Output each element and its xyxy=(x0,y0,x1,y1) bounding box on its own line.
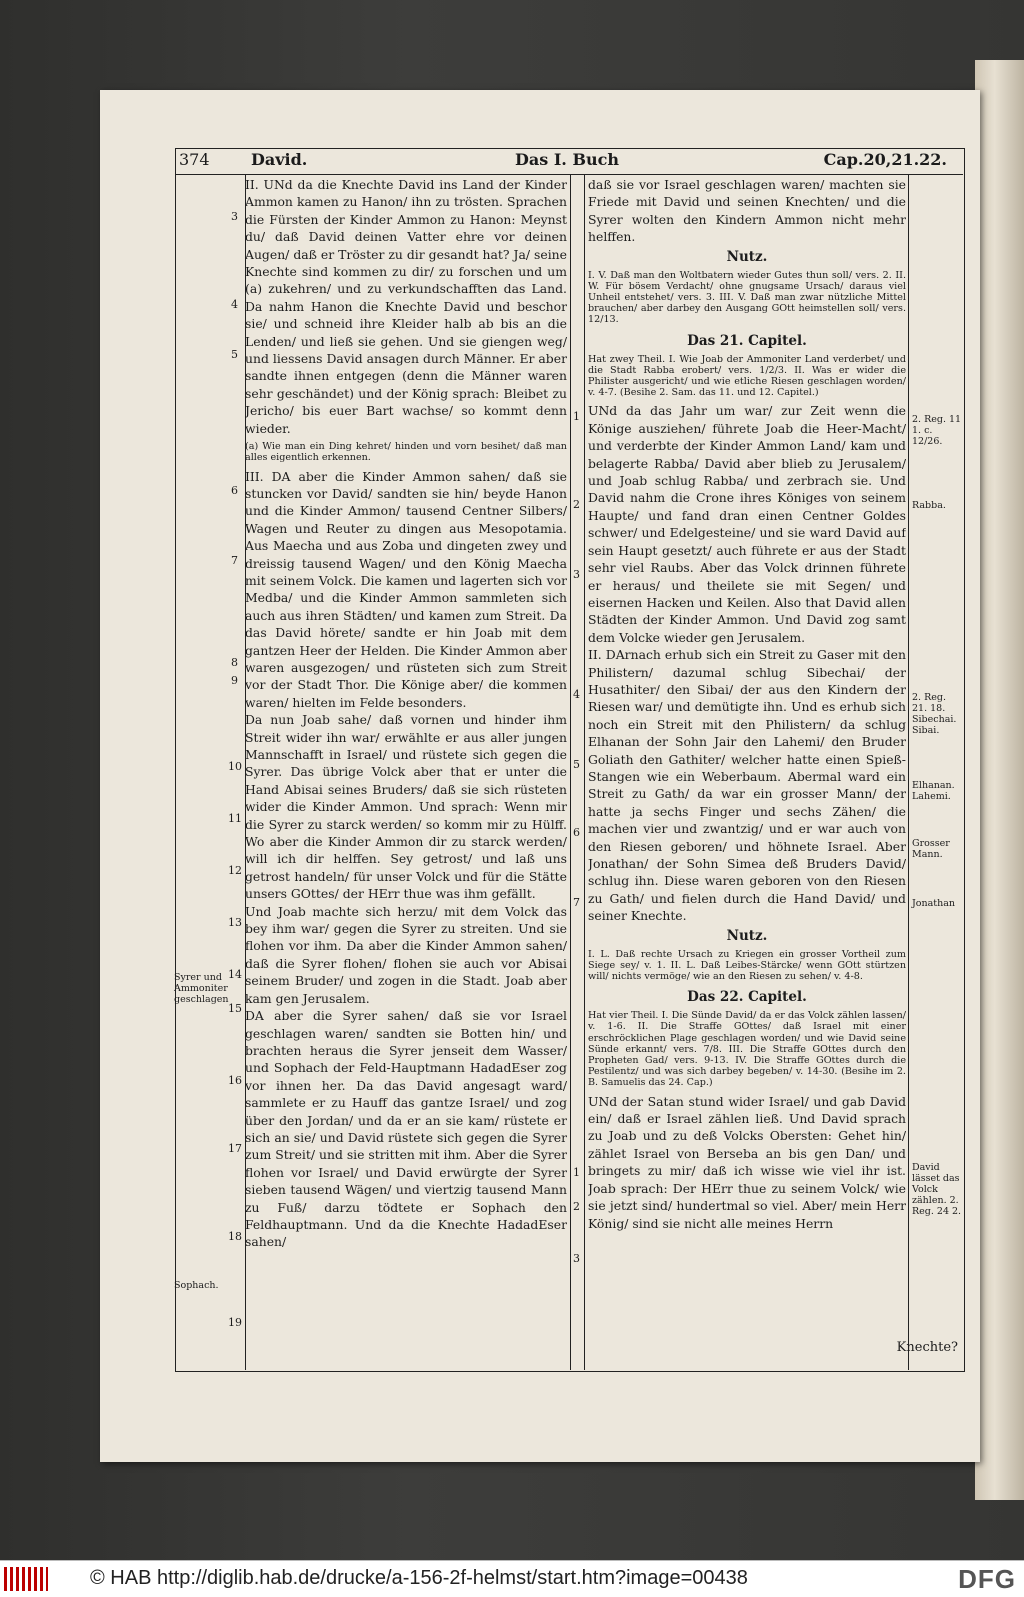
margin-note-right: David lässet das Volck zählen. 2. Reg. 24 2. xyxy=(912,1162,962,1217)
verse-number: 14 xyxy=(228,968,242,981)
chapter-summary: Hat vier Theil. I. Die Sünde David/ da er das Volck zählen lassen/ v. 1-6. II. Die Straffe GOttes/ daß Israel mit einer erschröcklichen Plage geschlagen worden/ und wie David seine Sünde erkannt/ vers. 7/8. III. Die Straffe GOttes durch den Propheten Gad/ vers. 9-13. IV. Die Straffe GOttes durch die Pestilentz/ und was sich darbey begeben/ v. 14-30. (Besihe im 2. B. Samuelis das 24. Cap.) xyxy=(588,1010,906,1089)
paragraph: daß sie vor Israel geschlagen waren/ machten sie Friede mit David und seinen Knechten/ und die Syrer wolten den Kindern Ammon nicht mehr helffen. xyxy=(588,177,906,245)
margin-note-right: Rabba. xyxy=(912,500,946,511)
verse-number: 9 xyxy=(231,674,238,687)
verse-number: 16 xyxy=(228,1074,242,1087)
paragraph: Und Joab machte sich herzu/ mit dem Volck das bey ihm war/ gegen die Syrer zu streiten. Und sie flohen vor ihm. Da aber die Kinder Ammon sahen/ daß die Syrer flohen/ flohen sie auch vor Abisai seinem Bruder/ und zogen in die Stadt. Joab aber kam gen Jerusalem. xyxy=(245,903,567,1006)
verse-number: 1 xyxy=(573,410,580,423)
margin-note-right: Grosser Mann. xyxy=(912,838,950,860)
paragraph: III. DA aber die Kinder Ammon sahen/ daß sie stuncken vor David/ sandten sie hin/ beyde Hanon und die Kinder Ammon/ tausend Centner Silbers/ Wagen und Reuter zu dingen aus Mesopotamia. Aus Maecha und aus Zoba und dingeten zwey und dreissig tausend Wagen/ und den König Maecha mit seinem Volck. Die kamen und lagerten sich vor Medba/ und die Kinder Ammon sammleten sich auch aus ihren Städten/ und kamen zum Streit. Da das David hörete/ sandte er hin Joab mit dem gantzen Heer der Helden. Die Kinder Ammon aber waren ausgezogen/ und rüsteten sich zum Streit vor der Stadt Thor. Die Könige aber/ die kommen waren/ hielten im Felde besonders. xyxy=(245,468,567,710)
barcode-icon xyxy=(4,1567,48,1591)
text-column-right xyxy=(588,176,906,1366)
rule-col-right-left xyxy=(584,174,585,1370)
running-header xyxy=(175,148,963,174)
verse-number: 17 xyxy=(228,1142,242,1155)
source-link[interactable]: © HAB http://diglib.hab.de/drucke/a-156-2f-helmst/start.htm?image=00438 xyxy=(90,1567,748,1589)
paragraph: Da nun Joab sahe/ daß vornen und hinder ihm Streit wider ihn war/ erwählte er aus aller jungen Mannschafft in Israel/ und rüstete sich gegen die Syrer. Das übrige Volck aber that er unter die Hand Abisai seines Bruders/ daß sie sich rüsteten wider die Kinder Ammon. Und sprach: Wenn mir die Syrer zu starck werden/ so komm mir zu Hülff. Wo aber die Kinder Ammon dir zu starck werden/ will ich dir helffen. Sey getrost/ und laß uns getrost handeln/ für unser Volck und für die Stätte unsers GOttes/ der HErr thue was ihm gefällt. xyxy=(245,712,567,902)
running-title-center: Das I. Buch xyxy=(515,150,619,169)
verse-number: 7 xyxy=(231,554,238,567)
margin-note-right: Jonathan xyxy=(912,898,956,909)
text-column-left xyxy=(245,176,567,1366)
chapter-title: Das 21. Capitel. xyxy=(687,332,807,349)
paragraph: II. DArnach erhub sich ein Streit zu Gaser mit den Philistern/ dazumal schlug Sibechai/ der Husathiter/ den Sibai/ der aus den Kindern der Riesen war/ und demütigte ihn. Und es erhub sich noch ein Streit mit den Philistern/ da schlug Elhanan der Sohn Jair den Lahemi/ den Bruder Goliath den Gathiter/ welcher hatte einen Spieß-Stangen wie ein Weberbaum. Abermal ward ein Streit zu Gath/ da war ein grosser Mann/ der hatte ja sechs Finger und sechs Zähen/ die machen vier und zwantzig/ und er war auch von den Riesen geboren/ und höhnete Israel. Aber Jonathan/ der Sohn Simea deß Bruders David/ schlug ihn. Diese waren geboren von den Riesen zu Gath/ und fielen durch die Hand David/ und seiner Knechte. xyxy=(588,647,906,924)
margin-note-right: 2. Reg. 21. 18. Sibechai. Sibai. xyxy=(912,692,957,736)
verse-number: 6 xyxy=(231,484,238,497)
verse-number: 3 xyxy=(231,210,238,223)
section-heading: Nutz. xyxy=(726,927,768,944)
paragraph: DA aber die Syrer sahen/ daß sie vor Israel geschlagen waren/ sandten sie Botten hin/ und brachten heraus die Syrer jenseit dem Wasser/ und Sophach der Feld-Hauptmann HadadEser zog vor ihnen her. Da das David angesagt ward/ sammlete er zu Hauff das gantze Israel/ und zog über den Jordan/ und da er an sie kam/ rüstete er sich an sie/ und David rüstete sich gegen die Syrer zum Streit/ und sie stritten mit ihm. Aber die Syrer flohen vor Israel/ und David erwürgte der Syrer sieben tausend Wägen/ und viertzig tausend Mann zu Fuß/ darzu tödtete er Sophach den Feldhauptmann. Und da die Knechte HadadEser sahen/ xyxy=(245,1008,567,1250)
catchword: Knechte? xyxy=(896,1340,958,1355)
paragraph: UNd der Satan stund wider Israel/ und gab David ein/ daß er Israel zählen ließ. Und David sprach zu Joab und zu deß Volcks Obersten: Gehet hin/ zählet Israel von Berseba an bis gen Dan/ und bringets zu mir/ daß ich wisse wie viel ihr ist. Joab sprach: Der HErr thue zu seinem Volck/ wie sie jetzt sind/ hundertmal so viel. Aber/ mein Herr König/ sind sie nicht alle meines Herrn xyxy=(588,1093,906,1231)
verse-number: 6 xyxy=(573,826,580,839)
dfg-logo: DFG xyxy=(958,1564,1016,1594)
running-title-right: Cap.20,21.22. xyxy=(823,150,947,169)
verse-number: 8 xyxy=(231,656,238,669)
adjacent-page-edge xyxy=(975,60,1024,1500)
book-page xyxy=(100,90,980,1462)
rule-right-margin xyxy=(908,174,909,1370)
verse-number: 18 xyxy=(228,1230,242,1243)
verse-number: 1 xyxy=(573,1166,580,1179)
verse-number: 11 xyxy=(228,812,242,825)
verse-number: 13 xyxy=(228,916,242,929)
verse-number: 15 xyxy=(228,1002,242,1015)
verse-number: 5 xyxy=(573,758,580,771)
footnote: (a) Wie man ein Ding kehret/ hinden und vorn besihet/ daß man alles eigentlich erkennen. xyxy=(245,441,567,464)
verse-number: 19 xyxy=(228,1316,242,1329)
rule-col-left-right xyxy=(570,174,571,1370)
verse-number: 10 xyxy=(228,760,242,773)
margin-note-left: Syrer und Ammoniter geschlagen xyxy=(174,972,229,1005)
section-heading: Nutz. xyxy=(726,248,768,265)
running-title-left: David. xyxy=(251,150,308,169)
verse-number: 5 xyxy=(231,348,238,361)
header-rule xyxy=(175,174,963,175)
chapter-summary: Hat zwey Theil. I. Wie Joab der Ammoniter Land verderbet/ und die Stadt Rabba erobert/ vers. 1/2/3. II. Was er wider die Philister ausgericht/ und wie etliche Riesen geschlagen worden/ v. 4-7. (Besihe 2. Sam. das 11. und 12. Capitel.) xyxy=(588,353,906,399)
margin-note-right: 2. Reg. 11 1. c. 12/26. xyxy=(912,414,962,447)
margin-note-right: Elhanan. Lahemi. xyxy=(912,780,955,802)
paragraph: II. UNd da die Knechte David ins Land der Kinder Ammon kamen zu Hanon/ ihn zu trösten. Sprachen die Fürsten der Kinder Ammon zu Hanon: Meynst du/ daß David deinen Vatter ehre vor deinen Augen/ daß er Tröster zu dir gesandt hat? Ja/ seine Knechte sind kommen zu dir/ zu forschen und um (a) zukehren/ und zu verkundschafften das Land. Da nahm Hanon die Knechte David und beschor sie/ und schneid ihre Kleider halb ab bis an die Lenden/ und ließ sie gehen. Und sie giengen weg/ und liessens David ansagen durch Männer. Er aber sandte ihnen entgegen (denn die Männer waren sehr geschändet) und der König sprach: Bleibet zu Jericho/ bis euer Bart wachse/ so kommt denn wieder. xyxy=(245,177,567,436)
verse-number: 12 xyxy=(228,864,242,877)
application-note: I. V. Daß man den Woltbatern wieder Gutes thun soll/ vers. 2. II. W. Für bösem Verdacht/ ohne gnugsame Ursach/ daraus viel Unheil entstehet/ vers. 3. III. V. Daß man zwar nützliche Mittel brauchen/ aber darbey den Ausgang GOtt heimstellen soll/ vers. 12/13. xyxy=(588,269,906,326)
verse-number: 4 xyxy=(231,298,238,311)
page-number: 374 xyxy=(179,150,210,169)
application-note: I. L. Daß rechte Ursach zu Kriegen ein grosser Vortheil zum Siege sey/ v. 1. II. L. Daß Leibes-Stärcke/ wenn GOtt stürtzen will/ nichts vermöge/ wie an den Riesen zu sehen/ v. 4-8. xyxy=(588,948,906,983)
verse-number: 3 xyxy=(573,568,580,581)
paragraph: UNd da das Jahr um war/ zur Zeit wenn die Könige ausziehen/ führete Joab die Heer-Macht/ und verderbte der Kinder Ammon Land/ kam und belagerte Rabba/ David aber blieb zu Jerusalem/ und Joab schlug Rabba/ und zerbrach sie. Und David nahm die Crone ihres Königes von seinem Haupte/ und fand dran einen Centner Goldes schwer/ und Edelgesteine/ und sie ward David auf sein Haupt gesetzt/ auch führete er aus der Stadt sehr viel Raubs. Aber das Volck drinnen führete er heraus/ und theilete sie mit Segen/ und eisernen Hacken und Keilen. Also that David allen Städten der Kinder Ammon. Und David zog samt dem Volcke wieder gen Jerusalem. xyxy=(588,403,906,645)
verse-number: 2 xyxy=(573,1200,580,1213)
chapter-title: Das 22. Capitel. xyxy=(687,989,807,1006)
verse-number: 2 xyxy=(573,498,580,511)
verse-number: 7 xyxy=(573,896,580,909)
verse-number: 3 xyxy=(573,1252,580,1265)
margin-note-left: Sophach. xyxy=(174,1280,219,1291)
viewer-footer xyxy=(0,1560,1024,1597)
verse-number: 4 xyxy=(573,688,580,701)
